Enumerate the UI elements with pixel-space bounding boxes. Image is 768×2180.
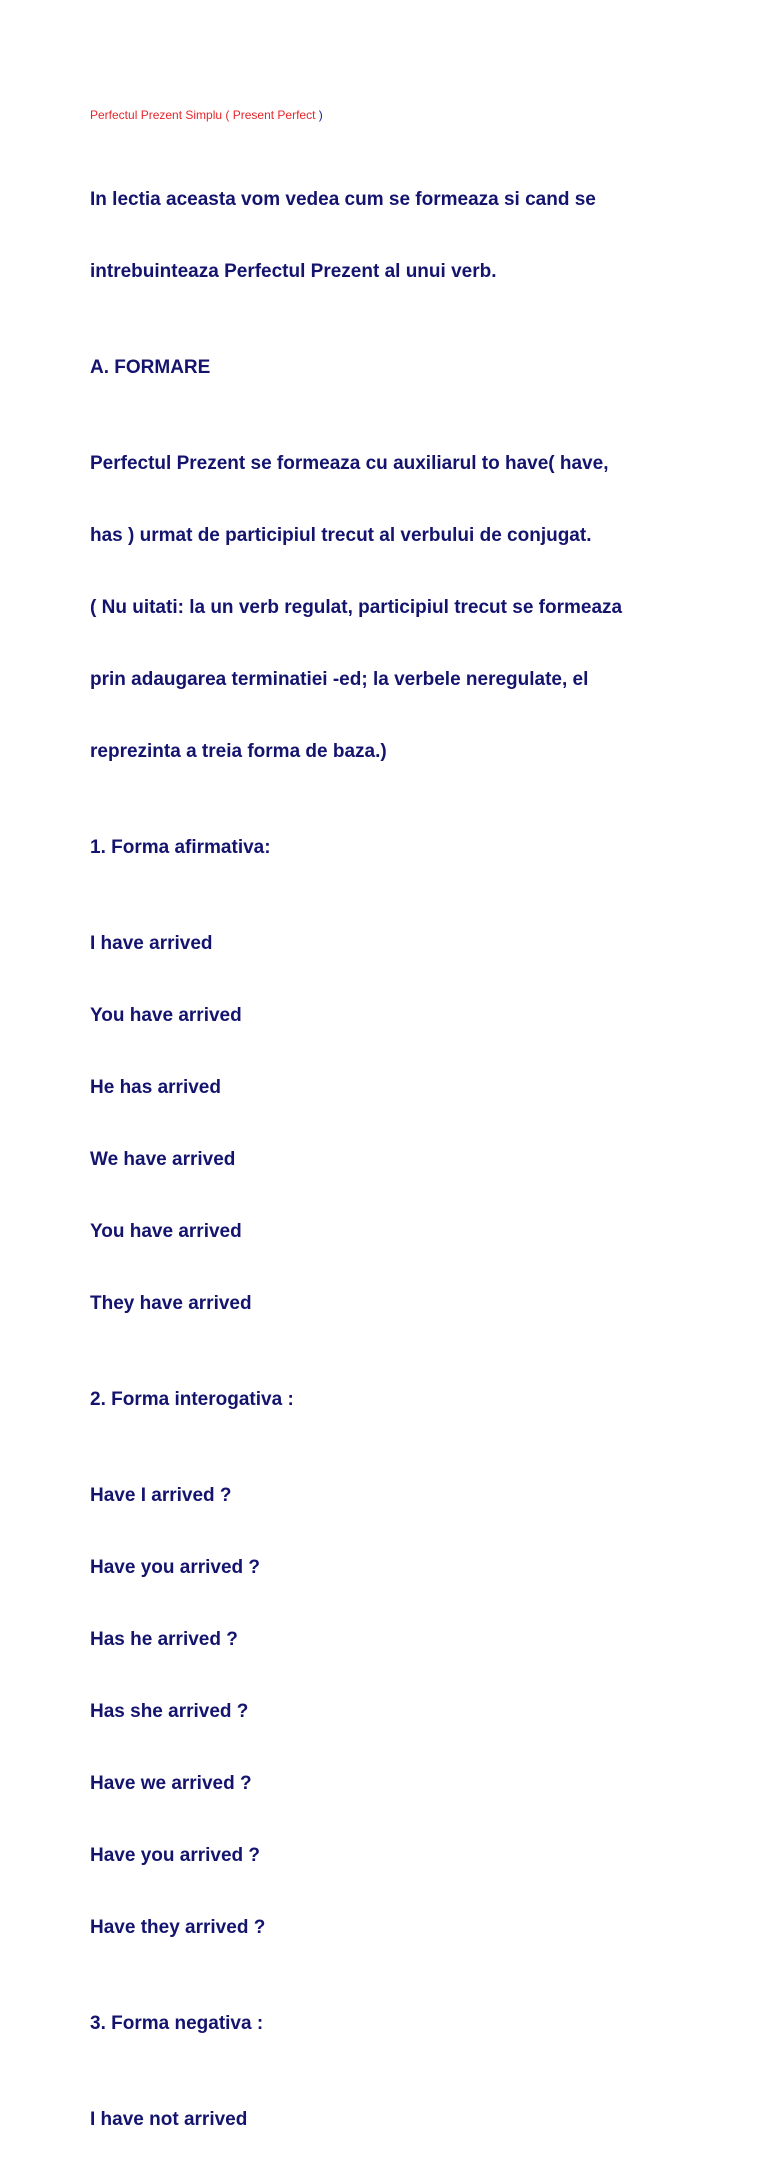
interrogative-line: Have you arrived ? [90, 1557, 261, 1578]
section-a-heading: A. FORMARE [90, 357, 211, 378]
intro-line: intrebuinteaza Perfectul Prezent al unui verb. [90, 261, 497, 282]
formation-line: prin adaugarea terminatiei -ed; la verbele neregulate, el [90, 669, 589, 690]
spacer [90, 124, 710, 140]
document-content [90, 106, 710, 2180]
interrogative-line: Have you arrived ? [90, 1845, 261, 1866]
interrogative-heading: 2. Forma interogativa : [90, 1389, 294, 1410]
spacer [90, 860, 710, 884]
affirmative-line: We have arrived [90, 1149, 236, 1170]
formation-line: reprezinta a treia forma de baza.) [90, 741, 387, 762]
spacer [90, 332, 710, 356]
interrogative-list [90, 1436, 710, 1988]
negative-line: I have not arrived [90, 2109, 248, 2130]
affirmative-list [90, 884, 710, 1364]
title-close-paren: ) [318, 108, 323, 122]
formation-line: has ) urmat de participiul trecut al verbului de conjugat. [90, 525, 592, 546]
interrogative-line: Have we arrived ? [90, 1773, 252, 1794]
affirmative-line: I have arrived [90, 933, 213, 954]
interrogative-line: Has she arrived ? [90, 1701, 249, 1722]
affirmative-line: He has arrived [90, 1077, 221, 1098]
spacer [90, 1364, 710, 1388]
formation-line: Perfectul Prezent se formeaza cu auxiliarul to have( have, [90, 453, 609, 474]
spacer [90, 1412, 710, 1436]
formation-paragraph [90, 404, 710, 812]
spacer [90, 812, 710, 836]
document-title [90, 106, 710, 124]
interrogative-line: Has he arrived ? [90, 1629, 238, 1650]
formation-line: ( Nu uitati: la un verb regulat, participiul trecut se formeaza [90, 597, 623, 618]
intro-paragraph [90, 140, 710, 332]
affirmative-heading: 1. Forma afirmativa: [90, 837, 271, 858]
intro-line: In lectia aceasta vom vedea cum se formeaza si cand se [90, 189, 596, 210]
interrogative-line: Have they arrived ? [90, 1917, 266, 1938]
interrogative-line: Have I arrived ? [90, 1485, 232, 1506]
affirmative-line: They have arrived [90, 1293, 252, 1314]
negative-list [90, 2060, 710, 2180]
title-text: Perfectul Prezent Simplu ( Present Perfect [90, 108, 319, 122]
negative-heading: 3. Forma negativa : [90, 2013, 264, 2034]
spacer [90, 380, 710, 404]
spacer [90, 1988, 710, 2012]
spacer [90, 2036, 710, 2060]
affirmative-line: You have arrived [90, 1005, 242, 1026]
affirmative-line: You have arrived [90, 1221, 242, 1242]
